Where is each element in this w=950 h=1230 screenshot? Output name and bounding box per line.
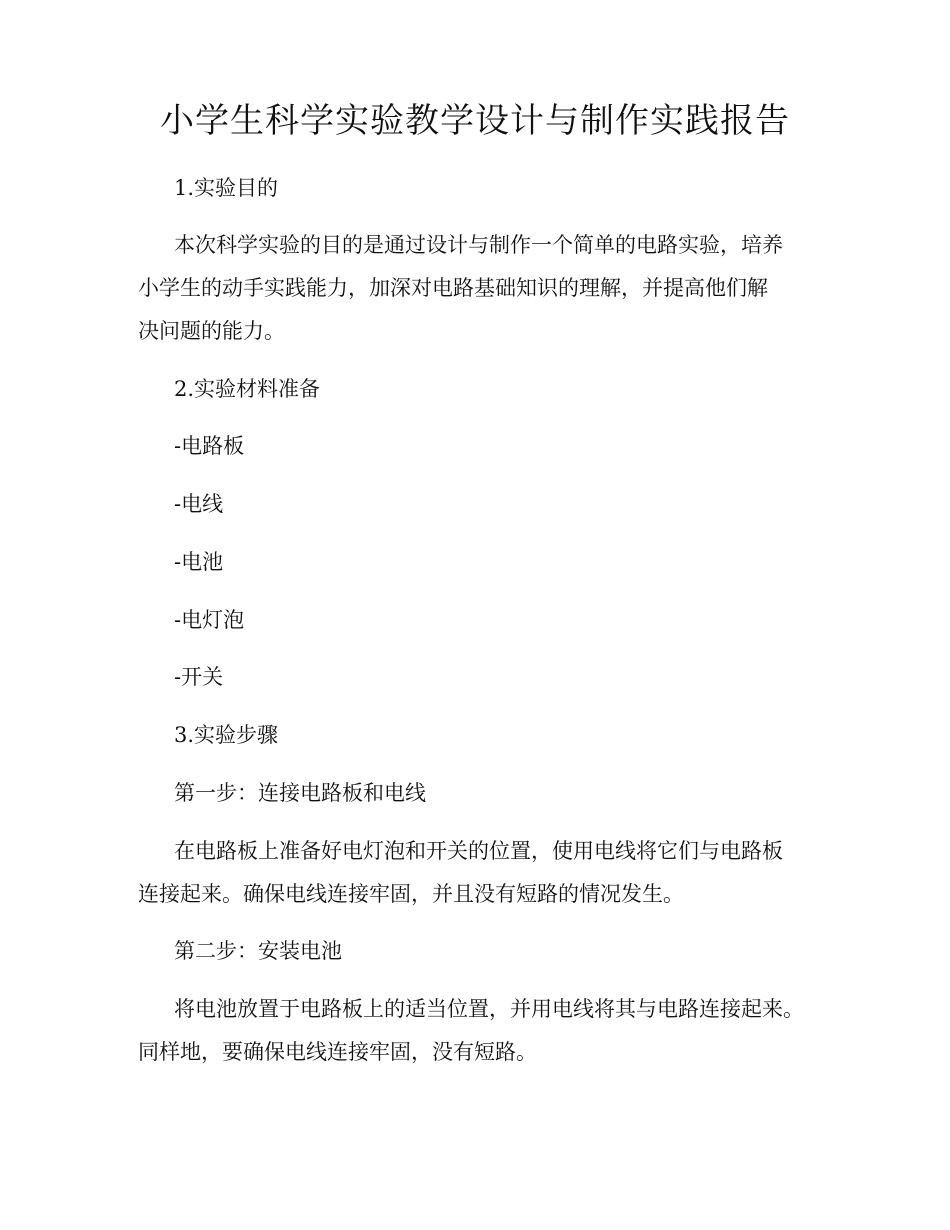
step-1-paragraph-line-1: 在电路板上准备好电灯泡和开关的位置，使用电线将它们与电路板	[174, 839, 783, 863]
section-1-paragraph-line-3: 决问题的能力。	[138, 319, 285, 343]
document-title: 小学生科学实验教学设计与制作实践报告	[160, 101, 790, 141]
material-item: -电线	[174, 492, 224, 516]
step-2-paragraph-line-1: 将电池放置于电路板上的适当位置，并用电线将其与电路连接起来。	[174, 997, 804, 1021]
section-1-paragraph-line-1: 本次科学实验的目的是通过设计与制作一个简单的电路实验，培养	[174, 233, 783, 257]
section-3-heading: 3.实验步骤	[174, 723, 279, 747]
material-item: -电灯泡	[174, 608, 245, 632]
material-item: -电池	[174, 550, 224, 574]
step-2-heading: 第二步：安装电池	[174, 939, 342, 963]
section-2-heading: 2.实验材料准备	[174, 377, 321, 401]
material-item: -开关	[174, 665, 224, 689]
step-1-paragraph-line-2: 连接起来。确保电线连接牢固，并且没有短路的情况发生。	[138, 882, 684, 906]
material-item: -电路板	[174, 434, 245, 458]
section-1-paragraph-line-2: 小学生的动手实践能力，加深对电路基础知识的理解，并提高他们解	[138, 276, 768, 300]
step-2-paragraph-line-2: 同样地，要确保电线连接牢固，没有短路。	[138, 1040, 537, 1064]
section-1-heading: 1.实验目的	[174, 176, 279, 200]
step-1-heading: 第一步：连接电路板和电线	[174, 781, 426, 805]
